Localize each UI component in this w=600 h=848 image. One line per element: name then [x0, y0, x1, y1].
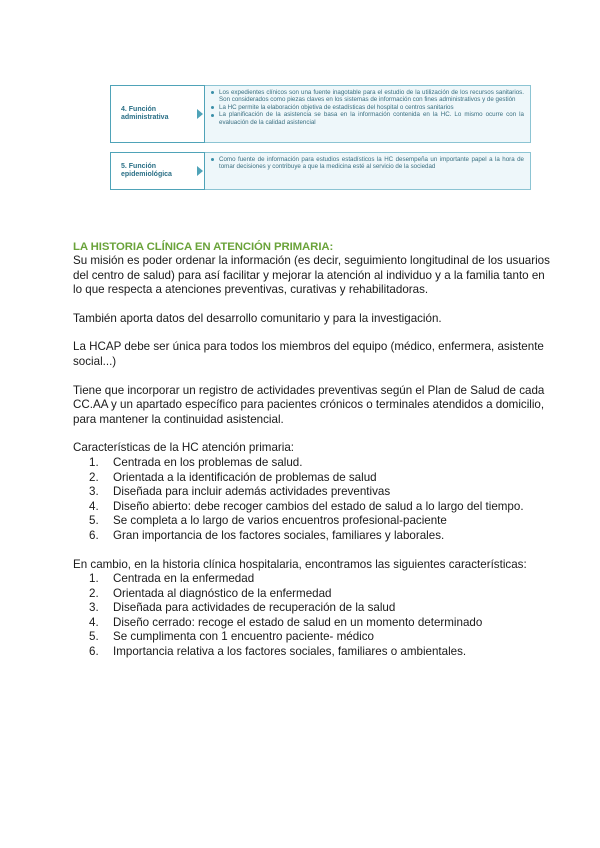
list-item-number: 3.	[89, 485, 99, 499]
list-item-text: Orientada al diagnóstico de la enfermedad	[113, 586, 332, 600]
list-item	[89, 601, 553, 616]
primary-list-title: Características de la HC atención primaria:	[73, 441, 295, 455]
arrow-right-icon	[197, 109, 203, 119]
list-item	[89, 485, 553, 500]
hospital-list-title: En cambio, en la historia clínica hospitalaria, encontramos las siguientes características:	[73, 557, 527, 571]
list-item	[89, 616, 553, 631]
list-item-number: 2.	[89, 586, 99, 600]
list-item-number: 2.	[89, 470, 99, 484]
list-item-number: 3.	[89, 601, 99, 615]
list-item-text: Diseño abierto: debe recoger cambios del estado de salud a lo largo del tiempo.	[113, 499, 524, 513]
list-item	[89, 587, 553, 602]
function-bullet: Los expedientes clínicos son una fuente inagotable para el estudio de la utilización de los recursos sanitarios. Son considerados como piezas claves en los sistemas de información con fines administrativos y de gestión	[219, 89, 524, 104]
list-item-text: Centrada en la enfermedad	[113, 572, 255, 586]
list-item-number: 5.	[89, 630, 99, 644]
list-item-text: Diseñada para actividades de recuperación de la salud	[113, 601, 396, 615]
list-item-text: Gran importancia de los factores sociales, familiares y laborales.	[113, 528, 445, 542]
list-item-text: Diseñada para incluir además actividades preventivas	[113, 485, 391, 499]
list-item	[89, 456, 553, 471]
list-item-number: 4.	[89, 499, 99, 513]
list-item-text: Centrada en los problemas de salud.	[113, 455, 303, 469]
list-item	[89, 572, 553, 587]
function-row-epidemiological	[105, 152, 532, 190]
list-item-text: Se cumplimenta con 1 encuentro paciente- médico	[113, 630, 375, 644]
list-item-number: 5.	[89, 514, 99, 528]
list-item-number: 4.	[89, 615, 99, 629]
section-heading: LA HISTORIA CLÍNICA EN ATENCIÓN PRIMARIA:	[73, 241, 334, 253]
primary-characteristics-list	[89, 456, 553, 544]
function-bullet: Como fuente de información para estudios estadísticos la HC desempeña un importante papel a la hora de tomar decisiones y contribuye a que la medicina esté al servicio de la sociedad	[219, 156, 524, 171]
function-description-box	[202, 85, 531, 143]
list-item	[89, 529, 553, 544]
function-label-number: 5. Función	[121, 162, 156, 170]
list-item	[89, 471, 553, 486]
function-label	[110, 85, 205, 143]
function-bullet: La planificación de la asistencia se basa en la información contenida en la HC. Lo mismo ocurre con la evaluación de la calidad asistencial	[219, 111, 524, 126]
list-item	[89, 630, 553, 645]
paragraph-hcap: La HCAP debe ser única para todos los miembros del equipo (médico, enfermera, asistente social...)	[73, 340, 544, 368]
paragraph-community: También aporta datos del desarrollo comunitario y para la investigación.	[73, 311, 442, 325]
arrow-right-icon	[197, 166, 203, 176]
list-item-number: 6.	[89, 645, 99, 659]
paragraph-mission: Su misión es poder ordenar la información (es decir, seguimiento longitudinal de los usuarios del centro de salud) para así facilitar y mejorar la atención al individuo y a la familia tanto en lo que respecta a atenciones preventivas, curativas y rehabilitadoras.	[73, 254, 550, 297]
list-item-text: Importancia relativa a los factores sociales, familiares o ambientales.	[113, 645, 467, 659]
list-item	[89, 514, 553, 529]
function-label-number: 4. Función	[121, 105, 156, 113]
hospital-characteristics-list	[89, 572, 553, 660]
function-label	[110, 152, 205, 190]
function-label-name: administrativa	[121, 114, 169, 121]
function-row-administrative	[105, 85, 532, 143]
function-description-box	[202, 152, 531, 190]
list-item-text: Diseño cerrado: recoge el estado de salud en un momento determinado	[113, 615, 483, 629]
list-item-text: Orientada a la identificación de problemas de salud	[113, 470, 377, 484]
list-item-text: Se completa a lo largo de varios encuentros profesional-paciente	[113, 514, 447, 528]
paragraph-preventive: Tiene que incorporar un registro de actividades preventivas según el Plan de Salud de cada CC.AA y un apartado específico para pacientes crónicos o terminales atendidos a domicilio, para mantener la continuidad asistencial.	[73, 383, 545, 426]
function-label-name: epidemiológica	[121, 171, 172, 178]
functions-figure	[105, 80, 532, 193]
function-bullet-list	[219, 156, 524, 171]
list-item	[89, 500, 553, 515]
function-bullet-list	[219, 89, 524, 126]
list-item-number: 1.	[89, 572, 99, 586]
function-bullet: La HC permite la elaboración objetiva de estadísticas del hospital o centros sanitarios	[219, 104, 524, 111]
list-item-number: 1.	[89, 455, 99, 469]
list-item	[89, 645, 553, 660]
document-body	[73, 240, 553, 674]
list-item-number: 6.	[89, 528, 99, 542]
